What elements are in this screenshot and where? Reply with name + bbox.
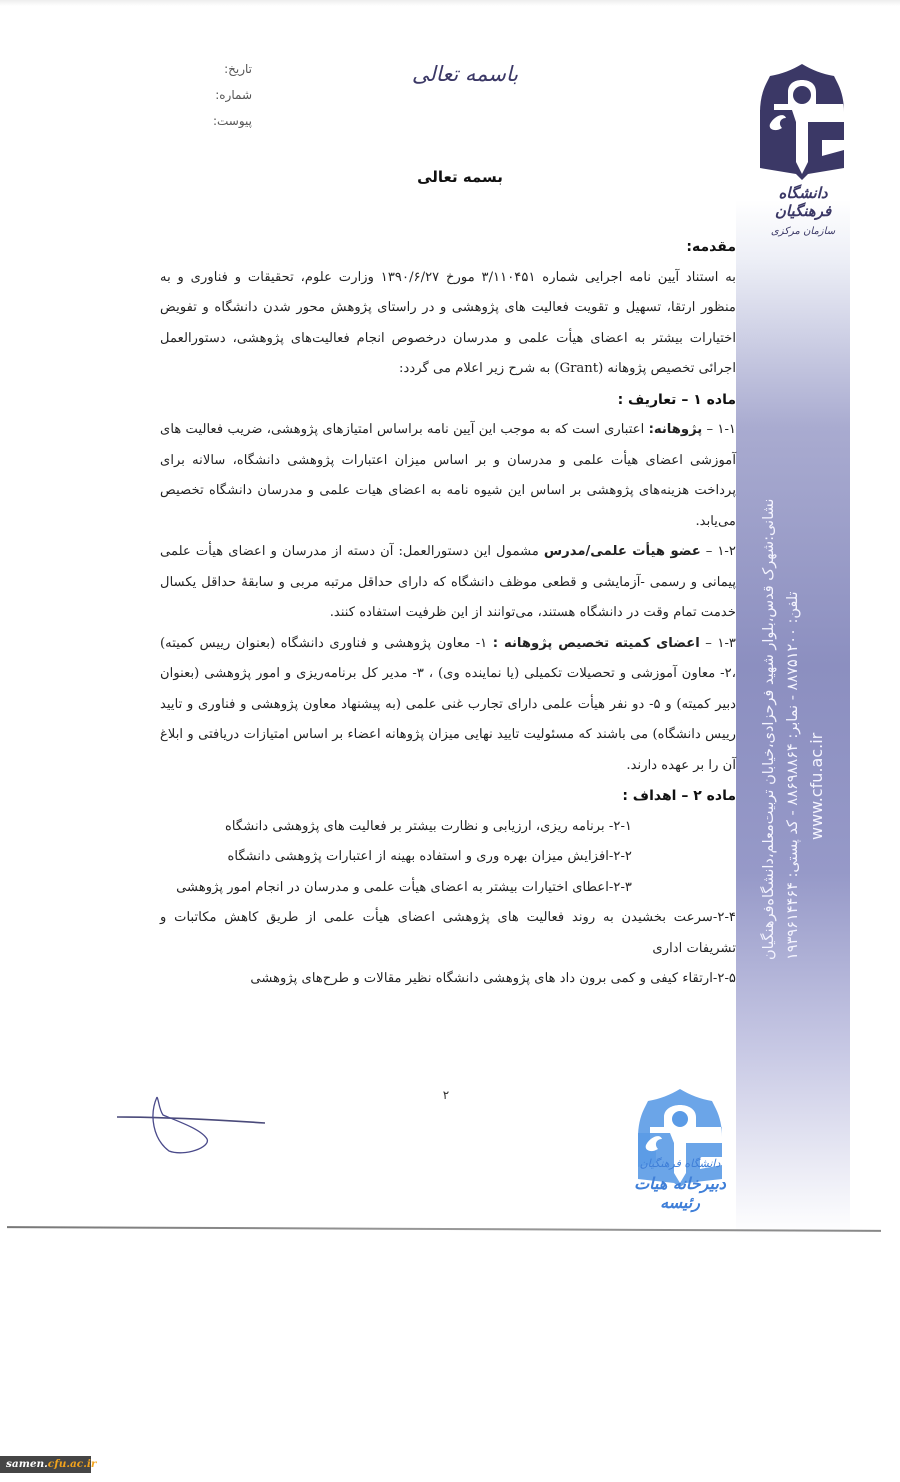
contact-text: تلفن: ۸۸۷۵۱۲۰۰ - نمابر: ۸۸۶۹۸۸۶۴ - کد پستی: ۱۹۳۹۶۱۴۴۶۴ [785,591,801,960]
definition-item [160,629,736,782]
item-text: ۱- معاون پژوهشی و فناوری دانشگاه (بعنوان رییس کمیته) ،۲- معاون آموزشی و تحصیلات تکمیلی (یا نماینده وی) ، ۳- مدیر کل برنامه‌ریزی و امور پژوهشی (بعنوان دبیر کمیته) و ۵- دو نفر هیأت علمی دارای تجارب غنی علمی (به پیشنهاد معاون پژوهشی و فناوری و تایید رییس دانشگاه) می باشند که مسئولیت تایید نهایی میزان پژوهانه اعضاء بر اساس امتیازات دریافتی و ابلاغ آن را بر عهده دارند. [160,635,736,773]
watermark-prefix: samen. [6,1458,48,1470]
stamp-caption [620,1157,740,1212]
organization-subtitle: سازمان مرکزی [770,226,836,237]
item-text: اعتباری است که به موجب این آیین نامه براساس امتیازهای پژوهشی، ضریب فعالیت های آموزشی اعضای هیأت علمی و مدرسان و بر اساس میزان اعتبارات پژوهشی دانشگاه، سالانه برای پرداخت هزینه‌های پژوهشی بر اساس این شیوه نامه به اعضای هیات علمی و مدرسان دانشگاه تخصیص می‌یابد. [160,422,736,529]
date-label: تاریخ: [224,62,252,76]
logo-caption [748,184,858,237]
goal-item: ۲-۳-اعطای اختیارات بیشتر به اعضای هیأت علمی و مدرسان در انجام امور پژوهشی [176,879,632,895]
goal-item: ۲-۲-افزایش میزان بهره وری و استفاده بهینه از اعتبارات پژوهشی دانشگاه [227,849,632,864]
signature-icon [115,1095,265,1155]
letter-meta [160,56,252,134]
item-number: ۱-۳ – [705,635,736,651]
university-name: دانشگاه فرهنگیان [774,184,832,220]
intro-heading: مقدمه: [686,239,736,255]
website-link[interactable]: www.cfu.ac.ir [807,732,826,840]
university-logo-icon [752,62,852,180]
item-term: عضو هیأت علمی/مدرس [543,544,701,559]
goals-list [160,812,736,995]
side-contact-text [736,380,850,960]
item-number: ۱-۱ – [706,422,736,437]
article1-heading: ماده ۱ – تعاریف : [617,391,736,408]
stamp-office: دبیرخانه هیات رئیسه [634,1174,726,1212]
site-watermark[interactable] [0,1456,97,1473]
document-body [160,232,736,995]
document-title: بسمه تعالی [417,168,503,186]
goal-item: ۲-۵-ارتقاء کیفی و کمی برون داد های پژوهشی دانشگاه نظیر مقالات و طرح‌های پژوهشی [250,971,736,986]
item-term: پژوهانه: [648,422,703,437]
definition-item [160,415,736,537]
item-term: اعضای کمیته تخصیص پژوهانه : [492,635,700,651]
stamp-university: دانشگاه فرهنگیان [639,1157,721,1170]
address-text: نشانی:شهرک قدس،بلوار شهید فرحزادی،خیابان تربیت‌معلم،دانشگاه‌فرهنگیان [761,498,777,960]
letterhead-calligraphy: باسمه تعالی [411,62,519,86]
number-label: شماره: [215,88,252,102]
attachment-label: پیوست: [212,114,252,128]
goal-item: ۲-۱- برنامه ریزی، ارزیابی و نظارت بیشتر بر فعالیت های پژوهشی دانشگاه [224,818,632,834]
page-top-edge [0,0,900,6]
watermark-domain: cfu.ac.ir [47,1458,97,1470]
definition-item [160,537,736,629]
goal-item: ۲-۴-سرعت بخشیدن به روند فعالیت های پژوهشی اعضای هیأت علمی از طریق کاهش مکاتبات و تشریفات اداری [160,910,736,956]
item-text: مشمول این دستورالعمل: آن دسته از مدرسان و اعضای هیأت علمی پیمانی و رسمی -آزمایشی و قطعی موظف دانشگاه که دارای حداقل مرتبه مربی و سابقهٔ حداقل یکسال خدمت تمام وقت در دانشگاه هستند، می‌توانند از این ظرفیت استفاده کنند. [160,544,736,620]
item-number: ۱-۲ – [705,544,736,559]
intro-paragraph: به استناد آیین نامه اجرایی شماره ۳/۱۱۰۴۵۱ مورخ ۱۳۹۰/۶/۲۷ وزارت علوم، تحقیقات و فناوری و به منظور ارتقا، تسهیل و تقویت فعالیت های پژوهشی و در راستای پژوهش محور شدن دانشگاه و تفویض اختیارات بیشتر به اعضای هیأت علمی و مدرسان درخصوص انجام فعالیت‌های پژوهشی، دستورالعمل اجرائی تخصیص پژوهانه (Grant) به شرح زیر اعلام می گردد: [160,269,736,376]
article2-heading: ماده ۲ – اهداف : [622,788,736,804]
page-number: ۲ [442,1088,450,1102]
